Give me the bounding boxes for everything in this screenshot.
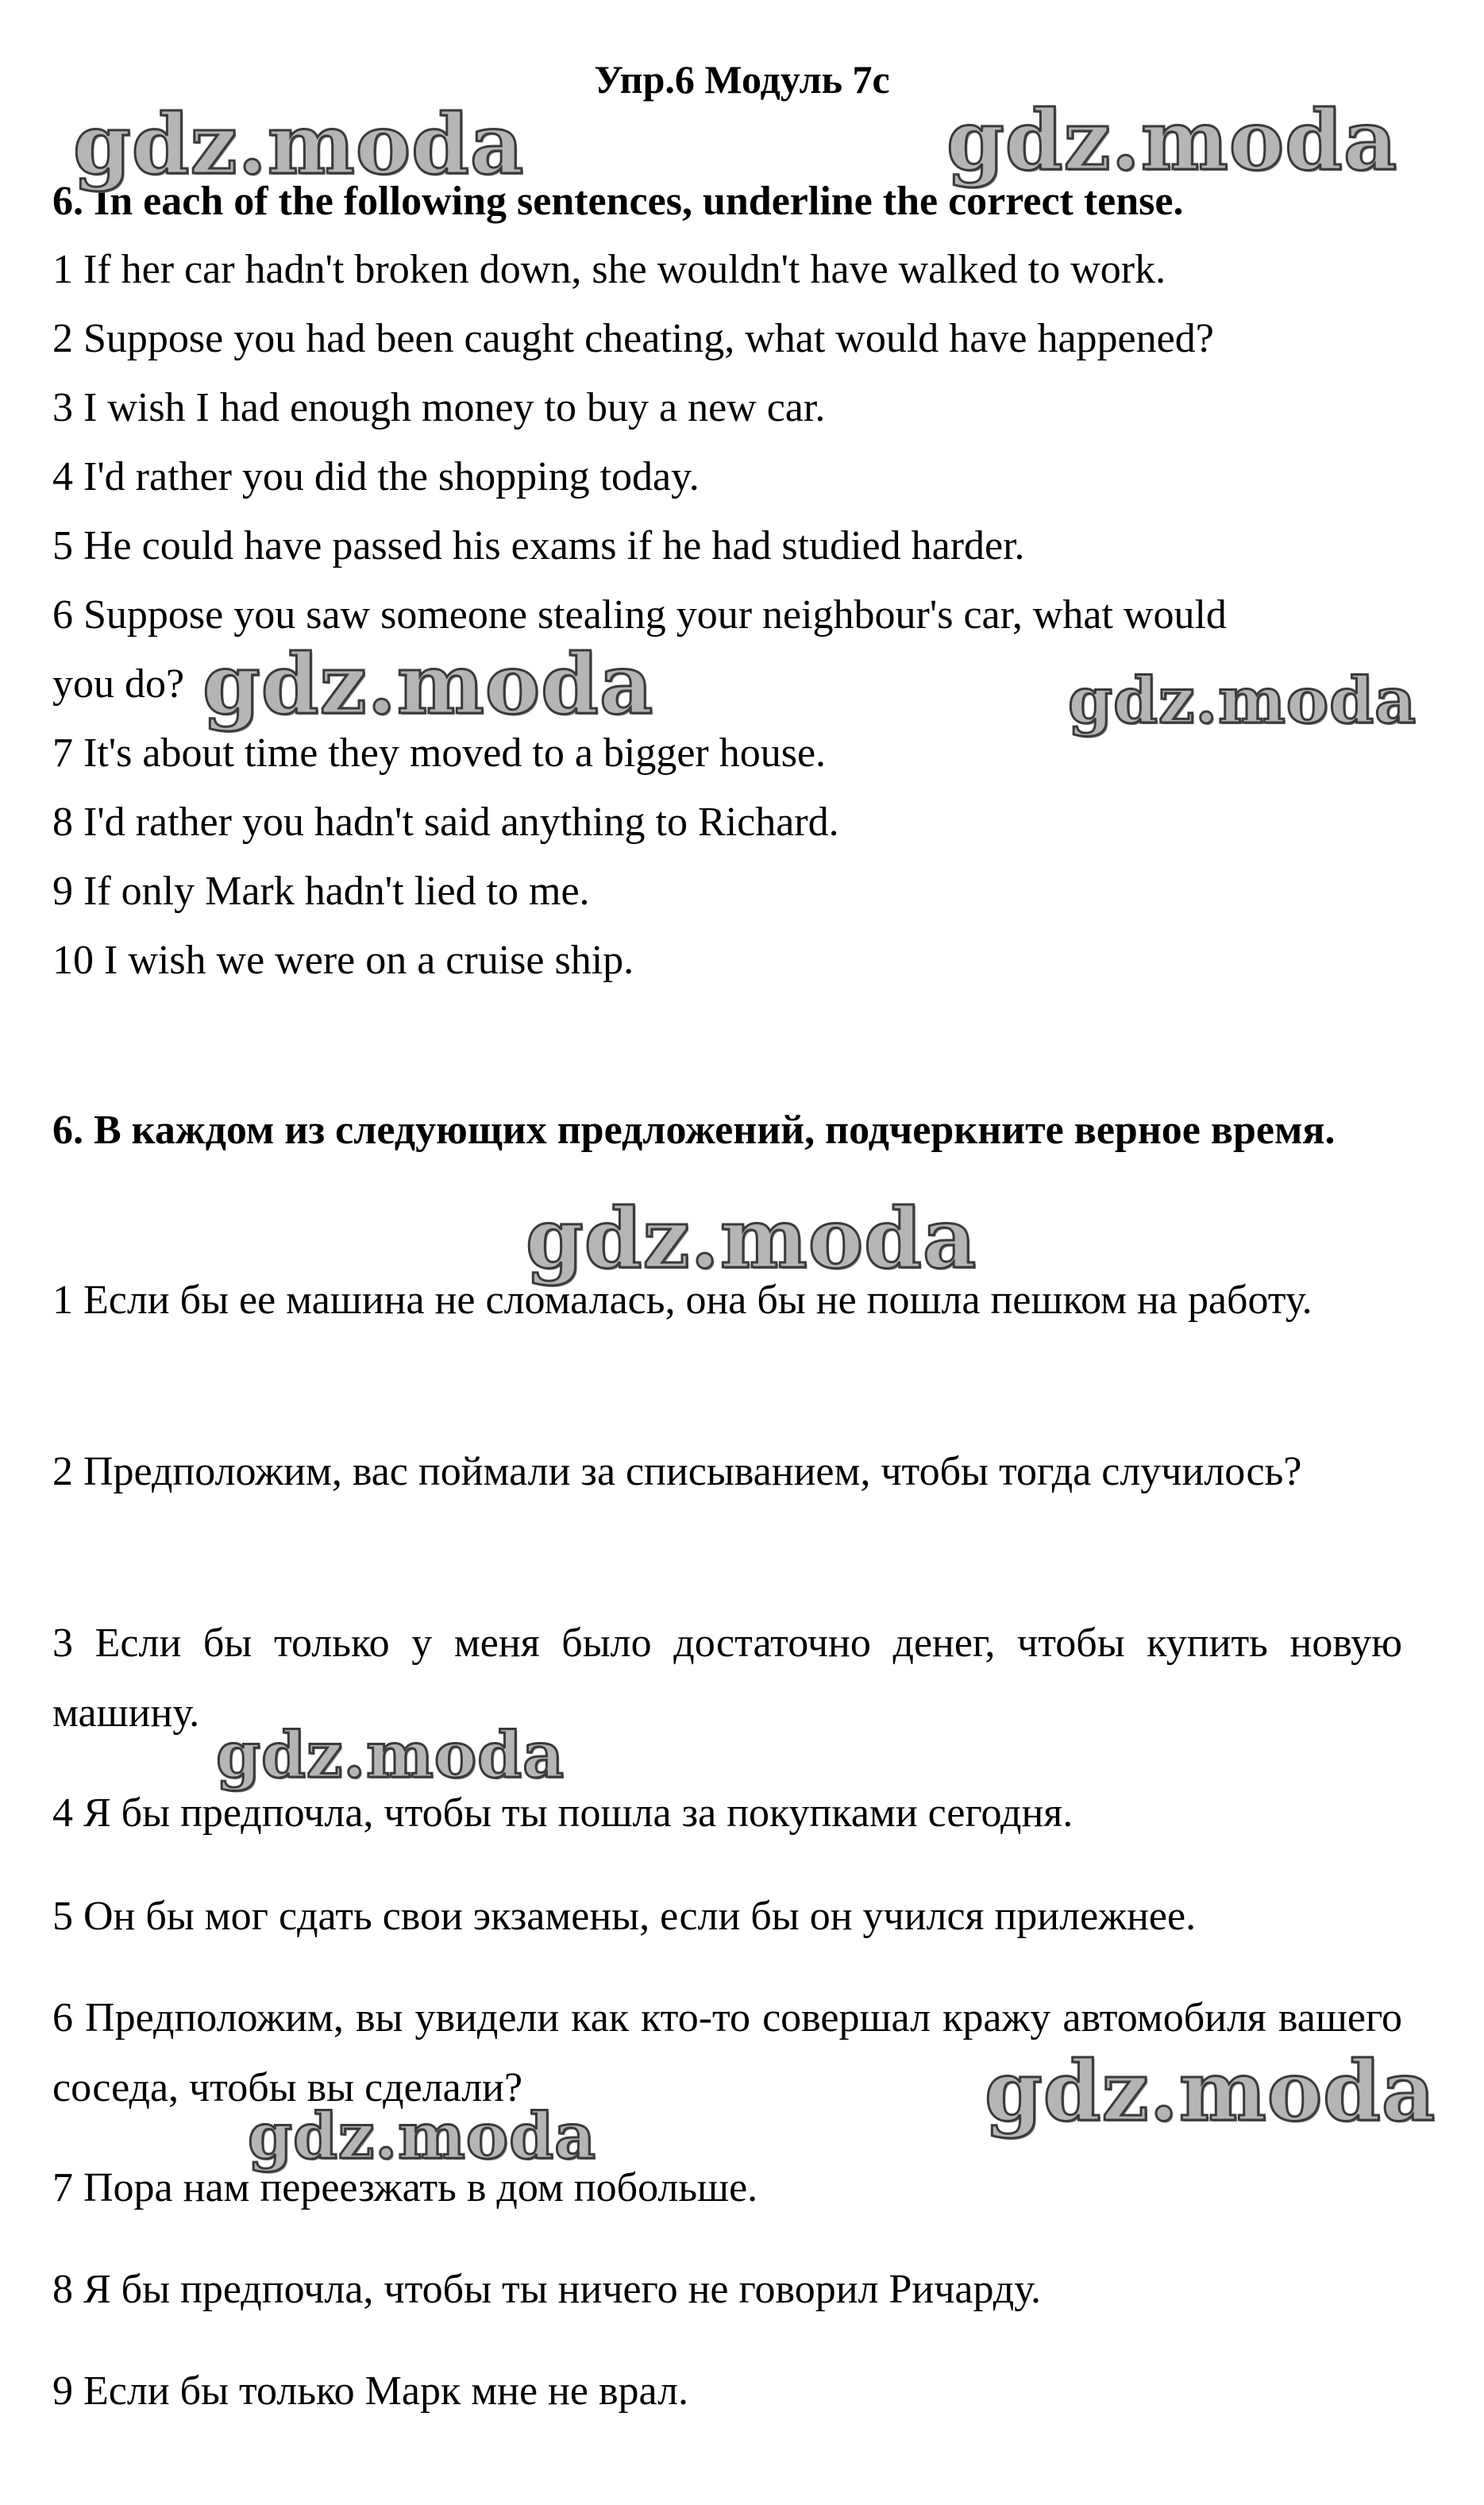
russian-task-heading: 6. В каждом из следующих предложений, подчеркните верное время. xyxy=(52,1108,1336,1153)
watermark: gdz.moda xyxy=(216,1717,565,1792)
russian-sentence: 7 Пора нам переезжать в дом побольше. xyxy=(52,2165,758,2210)
english-sentence: 6 Suppose you saw someone stealing your neighbour's car, what would xyxy=(52,592,1227,638)
english-sentence: 7 It's about time they moved to a bigger house. xyxy=(52,730,827,776)
russian-sentence: 1 Если бы ее машина не сломалась, она бы не пошла пешком на работу. xyxy=(52,1278,1312,1323)
russian-sentence: 3 Если бы только у меня было достаточно денег, чтобы купить новую машину. xyxy=(52,1621,1402,1736)
english-sentence: 8 I'd rather you hadn't said anything to Richard. xyxy=(52,800,839,845)
english-sentence: 5 He could have passed his exams if he had studied harder. xyxy=(52,523,1025,568)
watermark: gdz.moda xyxy=(946,91,1398,189)
english-sentence: 2 Suppose you had been caught cheating, what would have happened? xyxy=(52,316,1214,361)
watermark: gdz.moda xyxy=(73,95,525,193)
russian-sentence: 9 Если бы только Марк мне не врал. xyxy=(52,2368,688,2414)
english-task-heading: 6. In each of the following sentences, underline the correct tense. xyxy=(52,179,1184,224)
watermark: gdz.moda xyxy=(526,1189,977,1287)
watermark: gdz.moda xyxy=(1068,663,1417,738)
english-sentence-continuation: you do? xyxy=(52,661,185,707)
english-sentence: 1 If her car hadn't broken down, she wouldn't have walked to work. xyxy=(52,247,1166,292)
english-sentence: 9 If only Mark hadn't lied to me. xyxy=(52,869,590,914)
english-sentence: 3 I wish I had enough money to buy a new car. xyxy=(52,385,826,430)
russian-sentence: 4 Я бы предпочла, чтобы ты пошла за покупками сегодня. xyxy=(52,1790,1073,1836)
page-title: Упр.6 Модуль 7с xyxy=(594,57,890,102)
russian-sentence: 5 Он бы мог сдать свои экзамены, если бы он учился прилежнее. xyxy=(52,1894,1197,1939)
russian-sentence: 8 Я бы предпочла, чтобы ты ничего не говорил Ричарду. xyxy=(52,2267,1042,2312)
russian-sentence: 6 Предположим, вы увидели как кто-то совершал кражу автомобиля вашего соседа, чтобы вы сделали? xyxy=(52,1995,1402,2110)
watermark: gdz.moda xyxy=(202,635,654,733)
english-sentence: 4 I'd rather you did the shopping today. xyxy=(52,454,700,499)
english-sentence: 10 I wish we were on a cruise ship. xyxy=(52,938,634,983)
watermark: gdz.moda xyxy=(248,2098,596,2173)
russian-sentence: 2 Предположим, вас поймали за списыванием, чтобы тогда случилось? xyxy=(52,1449,1302,1494)
watermark: gdz.moda xyxy=(985,2042,1436,2140)
